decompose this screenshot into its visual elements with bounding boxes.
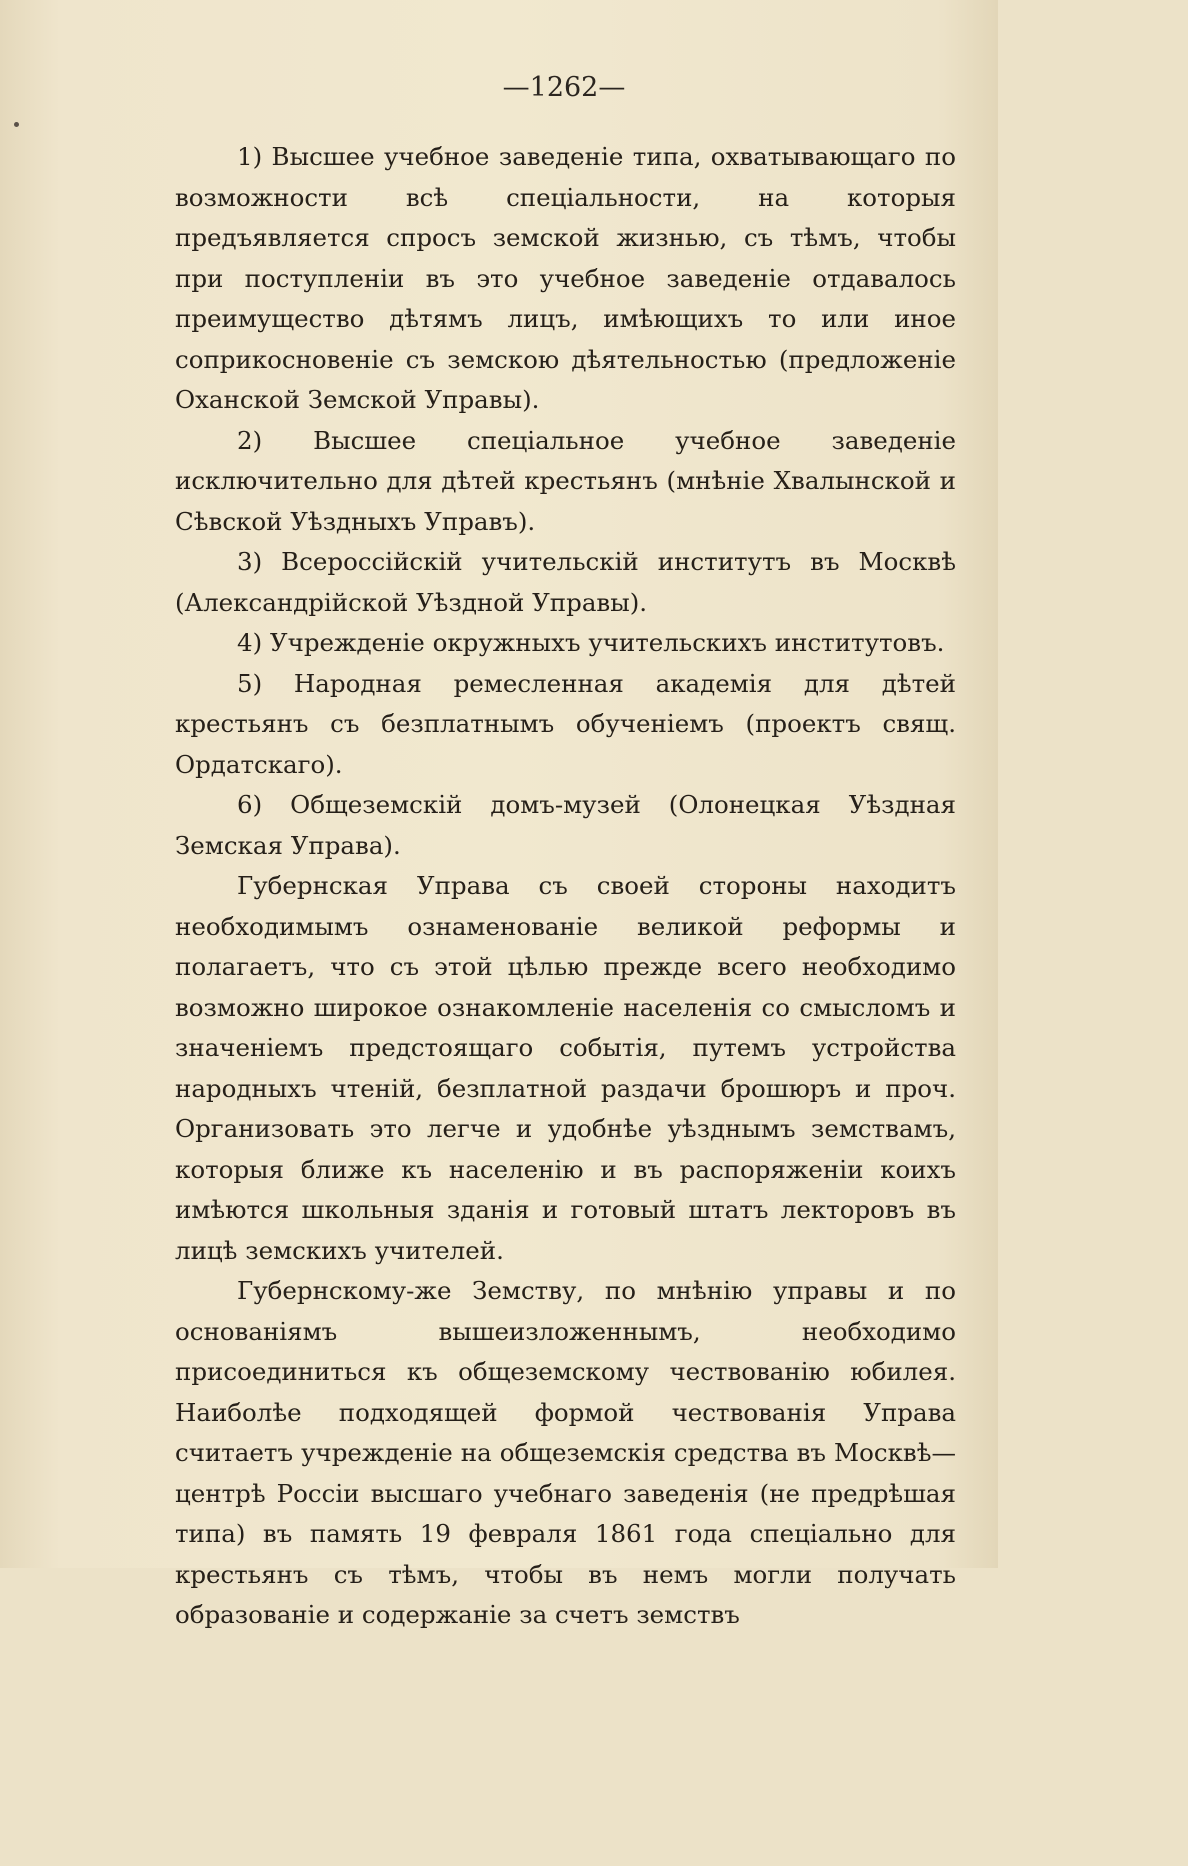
paragraph-item-6: 6) Общеземскій домъ-музей (Олонецкая Уѣздная Земская Управа).: [175, 790, 956, 860]
paragraph-item-2: 2) Высшее спеціальное учебное заведеніе исключительно для дѣтей крестьянъ (мнѣніе Хвалынской и Сѣвской Уѣздныхъ Управъ).: [175, 425, 956, 536]
paragraph-item-5: 5) Народная ремесленная академія для дѣтей крестьянъ съ безплатнымъ обученіемъ (проектъ свящ. Ордатскаго).: [175, 668, 956, 779]
page-number: —1262—: [502, 72, 626, 103]
paragraph-item-1: 1) Высшее учебное заведеніе типа, охватывающаго по возможности всѣ спеціальности, на которыя предъявляется спросъ земской жизнью, съ тѣмъ, чтобы при поступленіи въ это учебное заведеніе отдавалось преимущество дѣтямъ лицъ, имѣющихъ то или иное соприкосновеніе съ земскою дѣятельностью (предложеніе Оханской Земской Управы).: [175, 142, 956, 414]
paragraph-item-3: 3) Всероссійскій учительскій институтъ въ Москвѣ (Александрійской Уѣздной Управы).: [175, 547, 956, 617]
body-text: [175, 137, 956, 1636]
paragraph-gubernia-position: Губернская Управа съ своей стороны находитъ необходимымъ ознаменованіе великой реформы и полагаетъ, что съ этой цѣлью прежде всего необходимо возможно широкое ознакомленіе населенія со смысломъ и значеніемъ предстоящаго событія, путемъ устройства народныхъ чтеній, безплатной раздачи брошюръ и проч. Организовать это легче и удобнѣе уѣзднымъ земствамъ, которыя ближе къ населенію и въ распоряженіи коихъ имѣются школьныя зданія и готовый штатъ лекторовъ въ лицѣ земскихъ учителей.: [175, 871, 956, 1265]
margin-dot-mark: [14, 122, 19, 127]
paragraph-gubernia-zemstvo: Губернскому-же Земству, по мнѣнію управы и по основаніямъ вышеизложеннымъ, необходимо присоединиться къ общеземскому чествованію юбилея. Наиболѣе подходящей формой чествованія Управа считаетъ учрежденіе на общеземскія средства въ Москвѣ— центрѣ Россіи высшаго учебнаго заведенія (не предрѣшая типа) въ память 19 февраля 1861 года спеціально для крестьянъ съ тѣмъ, чтобы въ немъ могли получать образованіе и содержаніе за счетъ земствъ: [175, 1276, 956, 1629]
paragraph-item-4: 4) Учрежденіе окружныхъ учительскихъ институтовъ.: [237, 628, 945, 657]
